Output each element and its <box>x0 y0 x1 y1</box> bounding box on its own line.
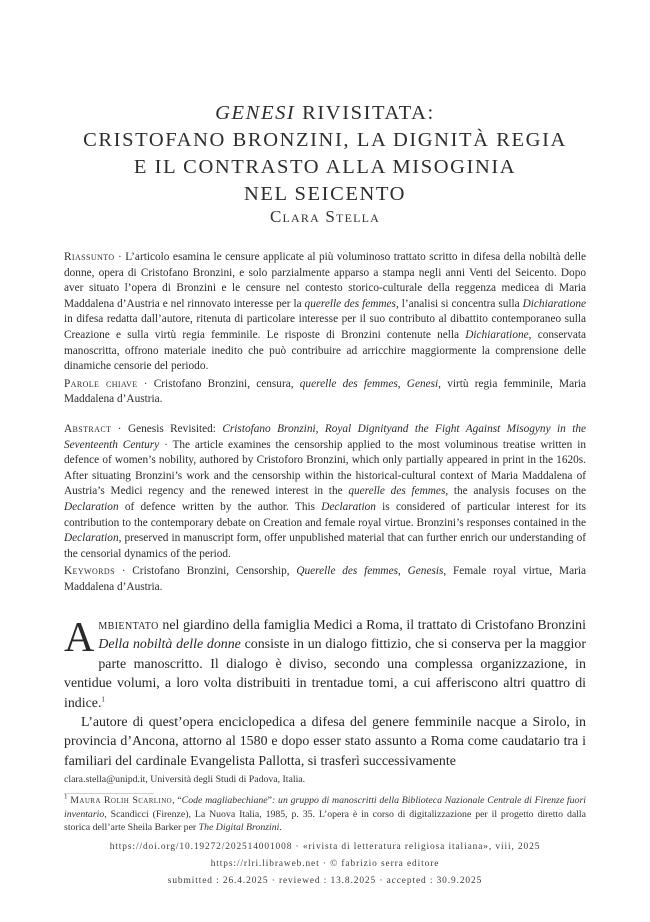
author-name: Clara Stella <box>269 207 381 226</box>
abstract-block <box>64 422 586 596</box>
paragraph-text: consiste in un dialogo fittizio, che si conserva per la maggior parte manoscritto. Il dialogo è diviso, secondo una complessa organizzazione, in ventidue volumi, a loro volta distribuiti in trentadue tomi, a cui afferiscono altri quattro di indice. <box>64 637 586 711</box>
paragraph-italic: Della nobiltà delle donne <box>98 637 241 653</box>
abstract-italic: Declaration <box>64 500 119 513</box>
opening-smallcaps: mbientato <box>98 618 159 633</box>
footnotes <box>64 773 586 835</box>
keywords-text: , <box>398 565 408 578</box>
keywords-text: · Cristofano Bronzini, Censorship, <box>114 565 297 578</box>
footnote-text: , Scandicci (Firenze), La Nuova Italia, 1985, p. 35. L’opera è in corso di digitalizzazione per il progetto diretto dalla storica dell’arte Sheila Barker per <box>64 808 586 834</box>
footnote-ref[interactable]: 1 <box>101 695 105 703</box>
parole-chiave-text: , <box>397 377 407 390</box>
footnote-italic: The Digital Bronzini <box>198 822 280 834</box>
footnote-italic: Code magliabechiane <box>181 795 268 807</box>
title-line3: E IL CONTRASTO ALLA MISOGINIA <box>133 156 517 178</box>
article-title <box>60 100 590 208</box>
riassunto-label: Riassunto <box>64 251 115 263</box>
doi-journal-line[interactable]: https://doi.org/10.19272/202514001008 · «rivista di letteratura religiosa italiana», viii, 2025 <box>109 842 541 852</box>
parole-chiave-italic: querelle des femmes <box>299 377 398 390</box>
keywords-text: , Female royal virtue, Maria Maddalena d’Austria. <box>64 565 587 593</box>
abstract-label: Abstract <box>64 423 112 435</box>
parole-chiave-text: , virtù regia femminile, Maria Maddalena d’Austria. <box>64 377 586 406</box>
riassunto-italic: querelle des femmes <box>304 297 396 310</box>
abstract-text: of defence written by the author. This <box>118 500 322 513</box>
abstract-text: is considered of particular interest for its contribution to the contemporary debate on Creation and female royal virtue. Bronzini’s responses contained in the <box>64 500 586 529</box>
riassunto-text: , conservata manoscritta, offrono materiale inedito che può contribuire ad arricchire maggiormente la comprensione delle dinamiche censorie del periodo. <box>64 328 586 373</box>
submission-dates-line: submitted : 26.4.2025 · reviewed : 13.8.2025 · accepted : 30.9.2025 <box>167 876 483 886</box>
footnote-italic: : un gruppo di manoscritti della Biblioteca Nazionale Centrale di Firenze fuori inventario <box>64 795 586 820</box>
parole-chiave-italic: Genesi <box>406 377 439 390</box>
author-affiliation: clara.stella@unipd.it, Università degli Studi di Padova, Italia. <box>64 774 306 785</box>
paragraph-text: nel giardino della famiglia Medici a Roma, il trattato di Cristofano Bronzini <box>158 618 586 633</box>
abstract-italic: Declaration <box>321 500 376 513</box>
riassunto-text: · L’articolo esamina le censure applicate al più voluminoso trattato scritto in difesa della nobiltà delle donne, opera di Cristofano Bronzini, e solo parzialmente apparso a stampa negli anni Venti del Seicento. Dopo aver situato l’opera di Bronzini e le censure nel contesto storico-culturale della reggenza medicea di Maria Maddalena d’Austria e nel rinnovato interesse per la <box>64 251 586 310</box>
title-line4: NEL SEICENTO <box>243 183 407 205</box>
footnote-text: , “ <box>172 795 182 807</box>
abstract-italic: Declaration <box>64 532 119 545</box>
title-line2: CRISTOFANO BRONZINI, LA DIGNITÀ REGIA <box>83 129 567 151</box>
paragraph-2: L’autore di quest’opera enciclopedica a difesa del genere femminile nacque a Sirolo, in provincia d’Ancona, attorno al 1580 e dopo esser stato assunto a Roma come caudatario tra i familiari del cardinale Evangelista Pallotta, si trasferì successivamente <box>64 715 586 769</box>
riassunto-text: , l’analisi si concentra sulla <box>395 297 523 310</box>
drop-cap: A <box>64 615 95 661</box>
parole-chiave-label: Parole chiave <box>64 377 138 390</box>
keywords-italic: Genesis <box>407 565 444 578</box>
body-text <box>64 616 586 771</box>
riassunto-italic: Dichiaratione <box>522 297 587 310</box>
footnote-number: 1 <box>64 793 68 802</box>
keywords-label: Keywords <box>64 565 115 578</box>
title-line1-rest: RIVISITATA: <box>295 102 435 124</box>
abstract-text: , the analysis focuses on the <box>445 485 586 498</box>
riassunto-text: in difesa redatta dall’autore, ritenuta di particolare interesse per il suo contributo al dibattito contemporaneo sulla Creazione e sulla virtù regia femminile. Le risposte di Bronzini contenute nella <box>64 313 586 341</box>
parole-chiave-text: · Cristofano Bronzini, censura, <box>137 377 300 390</box>
riassunto-italic: Dichiaratione <box>465 328 529 341</box>
abstract-italic: Cristofano Bronzini, Royal Dignityand the Fight Against Misogyny in the Seventeenth Century <box>64 423 586 451</box>
footnote-text: ” <box>267 795 273 807</box>
website-publisher-line[interactable]: https://rlri.libraweb.net · © fabrizio serra editore <box>210 859 440 869</box>
riassunto-block <box>64 250 586 408</box>
keywords-italic: Querelle des femmes <box>296 565 398 578</box>
abstract-text: , preserved in manuscript form, offer unpublished material that can further enrich our understanding of the censorial dynamics of the period. <box>64 532 586 560</box>
footnote-divider <box>64 793 154 794</box>
abstract-italic: querelle des femmes <box>348 485 446 498</box>
abstract-text: · Genesis Revisited: <box>111 423 223 435</box>
title-genesi: GENESI <box>215 102 296 124</box>
footnote-author: Maura Rolih Scarlino <box>70 795 173 807</box>
abstract-text: · The article examines the censorship applied to the most voluminous treatise written in defence of women’s nobility, authored by Cristoforo Bronzini, which only partially appeared in print in the 1620s. After situating Bronzini’s work and the censorship within the historical-cultural context of Maria Maddalena of Austria’s Medici regency and the renewed interest in the <box>64 438 586 498</box>
footnote-text: . <box>279 822 282 834</box>
